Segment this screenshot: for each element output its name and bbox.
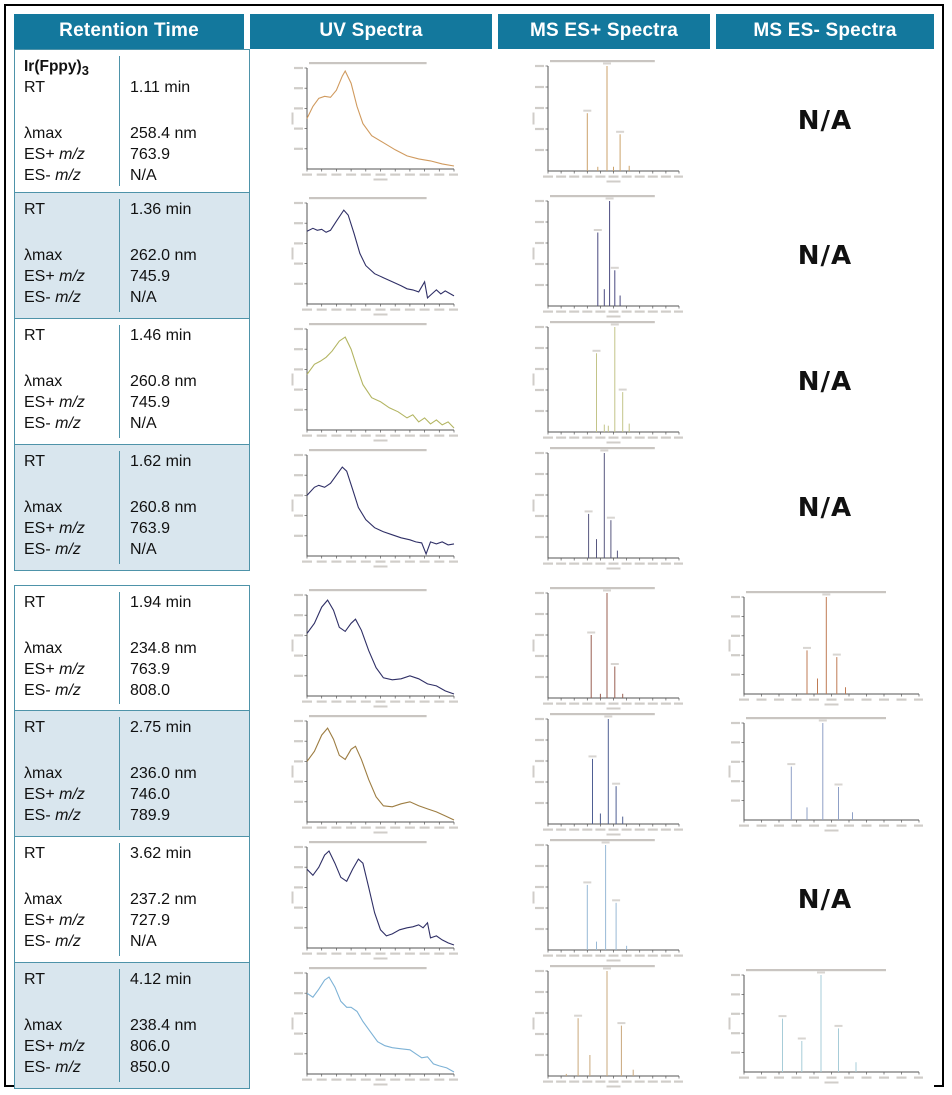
na-text: N/A	[797, 885, 853, 915]
ms-es-minus-chart	[716, 711, 934, 837]
lambda-max-label: λmax	[24, 640, 63, 657]
lambda-max-value: 262.0 nm	[130, 247, 197, 264]
lambda-max-value: 258.4 nm	[130, 125, 197, 142]
parameter-labels	[24, 592, 117, 704]
table-row	[14, 585, 934, 711]
es-plus-mz-label: ES+ m/z	[24, 661, 85, 678]
es-plus-mz-label: ES+ m/z	[24, 912, 85, 929]
ms-es-minus-na	[716, 49, 934, 193]
ms-es-minus-na	[716, 319, 934, 445]
lambda-max-value: 236.0 nm	[130, 765, 197, 782]
parameter-labels	[24, 969, 117, 1082]
rt-value: 3.62 min	[130, 845, 192, 862]
column-header-retention-time: Retention Time	[14, 14, 244, 49]
rt-label: RT	[24, 327, 46, 344]
retention-time-cell	[14, 445, 250, 571]
uv-spectrum-chart	[250, 963, 498, 1089]
table-body	[14, 49, 934, 1089]
na-text: N/A	[797, 106, 853, 136]
es-plus-mz-value: 727.9	[130, 912, 171, 929]
es-minus-mz-label: ES- m/z	[24, 1059, 81, 1076]
na-text: N/A	[797, 367, 853, 397]
es-minus-mz-label: ES- m/z	[24, 289, 81, 306]
es-plus-mz-label: ES+ m/z	[24, 268, 85, 285]
es-plus-mz-label: ES+ m/z	[24, 146, 85, 163]
uv-spectrum-chart	[250, 585, 498, 711]
parameter-labels	[24, 717, 117, 830]
es-plus-mz-value: 763.9	[130, 146, 171, 163]
rt-value: 1.36 min	[130, 201, 192, 218]
rt-label: RT	[24, 201, 46, 218]
ms-es-plus-chart	[498, 319, 716, 445]
ms-es-plus-chart	[498, 193, 716, 319]
column-header-uv-spectra: UV Spectra	[250, 14, 492, 49]
ms-es-plus-chart	[498, 711, 716, 837]
parameter-labels	[24, 843, 117, 956]
parameter-values	[119, 199, 249, 312]
table-header-row	[14, 14, 934, 49]
parameter-values	[119, 325, 249, 438]
es-plus-mz-value: 806.0	[130, 1038, 171, 1055]
es-minus-mz-value: 789.9	[130, 807, 171, 824]
lambda-max-label: λmax	[24, 1017, 63, 1034]
ms-es-minus-na	[716, 193, 934, 319]
rt-value: 1.46 min	[130, 327, 192, 344]
ms-es-plus-chart	[498, 837, 716, 963]
rt-label: RT	[24, 79, 46, 96]
rt-label: RT	[24, 719, 46, 736]
es-minus-mz-label: ES- m/z	[24, 807, 81, 824]
ms-es-plus-chart	[498, 49, 716, 193]
retention-time-cell	[14, 585, 250, 711]
table-row	[14, 837, 934, 963]
retention-time-cell	[14, 963, 250, 1089]
es-minus-mz-value: N/A	[130, 933, 157, 950]
rt-label: RT	[24, 594, 46, 611]
ms-es-minus-chart	[716, 585, 934, 711]
ms-es-minus-na	[716, 837, 934, 963]
es-plus-mz-label: ES+ m/z	[24, 786, 85, 803]
parameter-labels	[24, 56, 117, 186]
es-minus-mz-value: N/A	[130, 541, 157, 558]
rt-label: RT	[24, 971, 46, 988]
es-plus-mz-value: 763.9	[130, 520, 171, 537]
lambda-max-value: 260.8 nm	[130, 499, 197, 516]
group-divider	[14, 571, 934, 585]
uv-spectrum-chart	[250, 319, 498, 445]
es-minus-mz-value: N/A	[130, 415, 157, 432]
ms-es-plus-chart	[498, 445, 716, 571]
es-minus-mz-value: N/A	[130, 167, 157, 184]
na-text: N/A	[797, 241, 853, 271]
uv-spectrum-chart	[250, 711, 498, 837]
table-row	[14, 319, 934, 445]
lambda-max-label: λmax	[24, 765, 63, 782]
es-minus-mz-label: ES- m/z	[24, 167, 81, 184]
retention-time-cell	[14, 49, 250, 193]
lambda-max-value: 234.8 nm	[130, 640, 197, 657]
es-minus-mz-value: 808.0	[130, 682, 171, 699]
lambda-max-label: λmax	[24, 125, 63, 142]
es-minus-mz-value: 850.0	[130, 1059, 171, 1076]
es-minus-mz-value: N/A	[130, 289, 157, 306]
uv-spectrum-chart	[250, 193, 498, 319]
parameter-values	[119, 592, 249, 704]
retention-time-cell	[14, 193, 250, 319]
table-row	[14, 193, 934, 319]
parameter-values	[119, 717, 249, 830]
rt-value: 1.94 min	[130, 594, 192, 611]
parameter-labels	[24, 325, 117, 438]
ms-es-plus-chart	[498, 963, 716, 1089]
lambda-max-value: 237.2 nm	[130, 891, 197, 908]
parameter-values	[119, 843, 249, 956]
table-row	[14, 49, 934, 193]
es-plus-mz-label: ES+ m/z	[24, 394, 85, 411]
table-row	[14, 445, 934, 571]
lambda-max-label: λmax	[24, 247, 63, 264]
es-minus-mz-label: ES- m/z	[24, 682, 81, 699]
ms-es-plus-chart	[498, 585, 716, 711]
parameter-values	[119, 56, 249, 186]
lambda-max-label: λmax	[24, 373, 63, 390]
report-page	[4, 4, 944, 1087]
lambda-max-label: λmax	[24, 499, 63, 516]
uv-spectrum-chart	[250, 445, 498, 571]
rt-value: 4.12 min	[130, 971, 192, 988]
rt-label: RT	[24, 453, 46, 470]
ms-es-minus-chart	[716, 963, 934, 1089]
es-plus-mz-value: 745.9	[130, 268, 171, 285]
es-plus-mz-value: 745.9	[130, 394, 171, 411]
lambda-max-label: λmax	[24, 891, 63, 908]
compound-name: $Ir(Fppy)_3$	[24, 58, 89, 79]
es-plus-mz-value: 746.0	[130, 786, 171, 803]
rt-value: 2.75 min	[130, 719, 192, 736]
rt-value: 1.62 min	[130, 453, 192, 470]
parameter-labels	[24, 451, 117, 564]
table-row	[14, 963, 934, 1089]
table-row	[14, 711, 934, 837]
es-plus-mz-label: ES+ m/z	[24, 1038, 85, 1055]
es-minus-mz-label: ES- m/z	[24, 415, 81, 432]
es-plus-mz-value: 763.9	[130, 661, 171, 678]
rt-value: 1.11 min	[130, 79, 191, 96]
uv-spectrum-chart	[250, 49, 498, 193]
es-minus-mz-label: ES- m/z	[24, 541, 81, 558]
retention-time-cell	[14, 837, 250, 963]
es-plus-mz-label: ES+ m/z	[24, 520, 85, 537]
column-header-ms-es-minus: MS ES- Spectra	[716, 14, 934, 49]
ms-es-minus-na	[716, 445, 934, 571]
parameter-values	[119, 451, 249, 564]
retention-time-cell	[14, 711, 250, 837]
na-text: N/A	[797, 493, 853, 523]
lambda-max-value: 260.8 nm	[130, 373, 197, 390]
column-header-ms-es-plus: MS ES+ Spectra	[498, 14, 710, 49]
parameter-labels	[24, 199, 117, 312]
lambda-max-value: 238.4 nm	[130, 1017, 197, 1034]
retention-time-cell	[14, 319, 250, 445]
rt-label: RT	[24, 845, 46, 862]
es-minus-mz-label: ES- m/z	[24, 933, 81, 950]
parameter-values	[119, 969, 249, 1082]
uv-spectrum-chart	[250, 837, 498, 963]
